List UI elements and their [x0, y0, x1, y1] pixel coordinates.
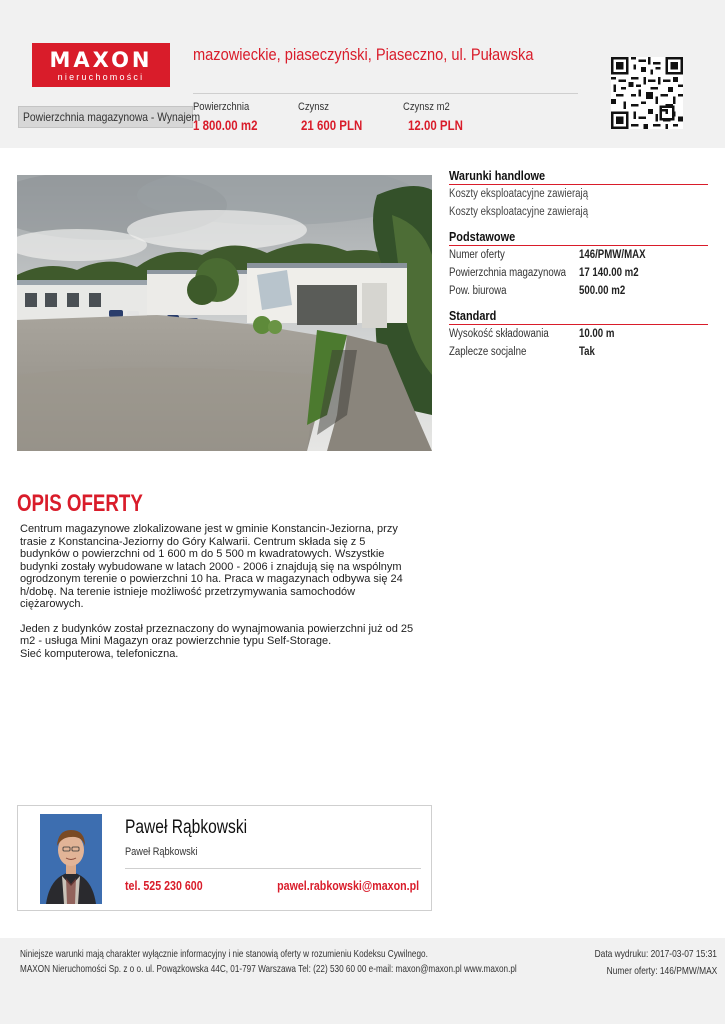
footer-company-info: MAXON Nieruchomości Sp. z o o. ul. Powązkowska 44C, 01-797 Warszawa Tel: (22) 530 60 00 e-mail: maxon@maxon.pl www.maxon.pl: [20, 963, 517, 975]
stat-rent-per-m2: [403, 101, 475, 133]
offer-details: [449, 168, 708, 361]
stat-area: [193, 101, 272, 133]
stat-rent-per-m2-value: 12.00 PLN: [408, 117, 463, 133]
detail-row-storage-height: [449, 325, 708, 343]
description-paragraph: Centrum magazynowe zlokalizowane jest w gminie Konstancin-Jeziorna, przy trasie z Konstancina-Jeziorny do Góry Kalwarii. Centrum składa się z 5 budynków o powierzchni od 1 600 m do 5 500 m kwadratowych. Wszystkie budynki zostały wybudowane w latach 2000 - 2006 i znajdują się na wspólnym ogrodzonym terenie o powierzchni 10 ha. Praca w magazynach odbywa się 24 h/dobę. Na terenie istnieje możliwość przetrzymywania samochodów ciężarowych.: [20, 523, 403, 610]
stat-rent: [298, 101, 376, 133]
detail-value: Tak: [579, 346, 595, 358]
section-title-warunki: Warunki handlowe: [449, 168, 708, 185]
agent-name: Paweł Rąbkowski: [125, 817, 248, 838]
agent-divider: [125, 868, 421, 869]
detail-note: Koszty eksploatacyjne zawierają: [449, 188, 589, 200]
offer-type-label: Powierzchnia magazynowa - Wynajem: [23, 110, 201, 124]
offer-address: mazowieckie, piaseczyński, Piaseczno, ul. Puławska: [193, 45, 534, 64]
description-body: [20, 523, 415, 672]
description-paragraph: Sieć komputerowa, telefoniczna.: [20, 647, 179, 660]
qr-code-icon: [611, 57, 683, 129]
agent-email-link[interactable]: pawel.rabkowski@maxon.pl: [277, 878, 419, 893]
detail-key: Powierzchnia magazynowa: [449, 267, 567, 279]
property-photo[interactable]: [17, 175, 432, 451]
agent-avatar: [40, 814, 102, 904]
description-paragraph: Jeden z budynków został przeznaczony do wynajmowania powierzchni już od 25 m2 - usługa Mini Magazyn oraz powierzchnie typu Self-Storage.: [20, 622, 414, 647]
logo-wordmark: MAXON: [49, 48, 153, 72]
detail-row-offer-number: [449, 246, 708, 264]
stat-rent-label: Czynsz: [298, 101, 330, 113]
logo-subtitle: nieruchomości: [57, 72, 145, 82]
detail-row-social-facilities: [449, 343, 708, 361]
maxon-logo[interactable]: [32, 43, 170, 87]
detail-value: 17 140.00 m2: [579, 267, 639, 279]
detail-key: Wysokość składowania: [449, 328, 549, 340]
detail-row-warehouse-area: [449, 264, 708, 282]
stat-area-value: 1 800.00 m2: [193, 117, 258, 133]
detail-row-office-area: [449, 282, 708, 300]
stat-rent-value: 21 600 PLN: [301, 117, 363, 133]
detail-note: Koszty eksploatacyjne zawierają: [449, 206, 589, 218]
detail-key: Pow. biurowa: [449, 285, 507, 297]
page-footer: [0, 938, 725, 1024]
section-title-standard: Standard: [449, 308, 708, 325]
footer-offer-number: Numer oferty: 146/PMW/MAX: [606, 965, 717, 977]
footer-disclaimer: Niniejsze warunki mają charakter wyłącznie informacyjny i nie stanowią oferty w rozumieniu Kodeksu Cywilnego.: [20, 948, 428, 960]
detail-value: 146/PMW/MAX: [579, 249, 646, 261]
agent-subtitle: Paweł Rąbkowski: [125, 846, 198, 858]
header-divider: [193, 93, 578, 94]
agent-card: [17, 805, 432, 911]
detail-key: Zaplecze socjalne: [449, 346, 527, 358]
section-title-podstawowe: Podstawowe: [449, 229, 708, 246]
footer-print-date: Data wydruku: 2017-03-07 15:31: [594, 948, 717, 960]
detail-key: Numer oferty: [449, 249, 505, 261]
offer-type-badge: [18, 106, 201, 128]
agent-phone-link[interactable]: tel. 525 230 600: [125, 878, 203, 893]
stat-area-label: Powierzchnia: [193, 101, 250, 113]
detail-value: 500.00 m2: [579, 285, 626, 297]
detail-value: 10.00 m: [579, 328, 615, 340]
description-title: OPIS OFERTY: [17, 490, 143, 517]
stat-rent-per-m2-label: Czynsz m2: [403, 101, 450, 113]
page-header: [0, 0, 725, 148]
